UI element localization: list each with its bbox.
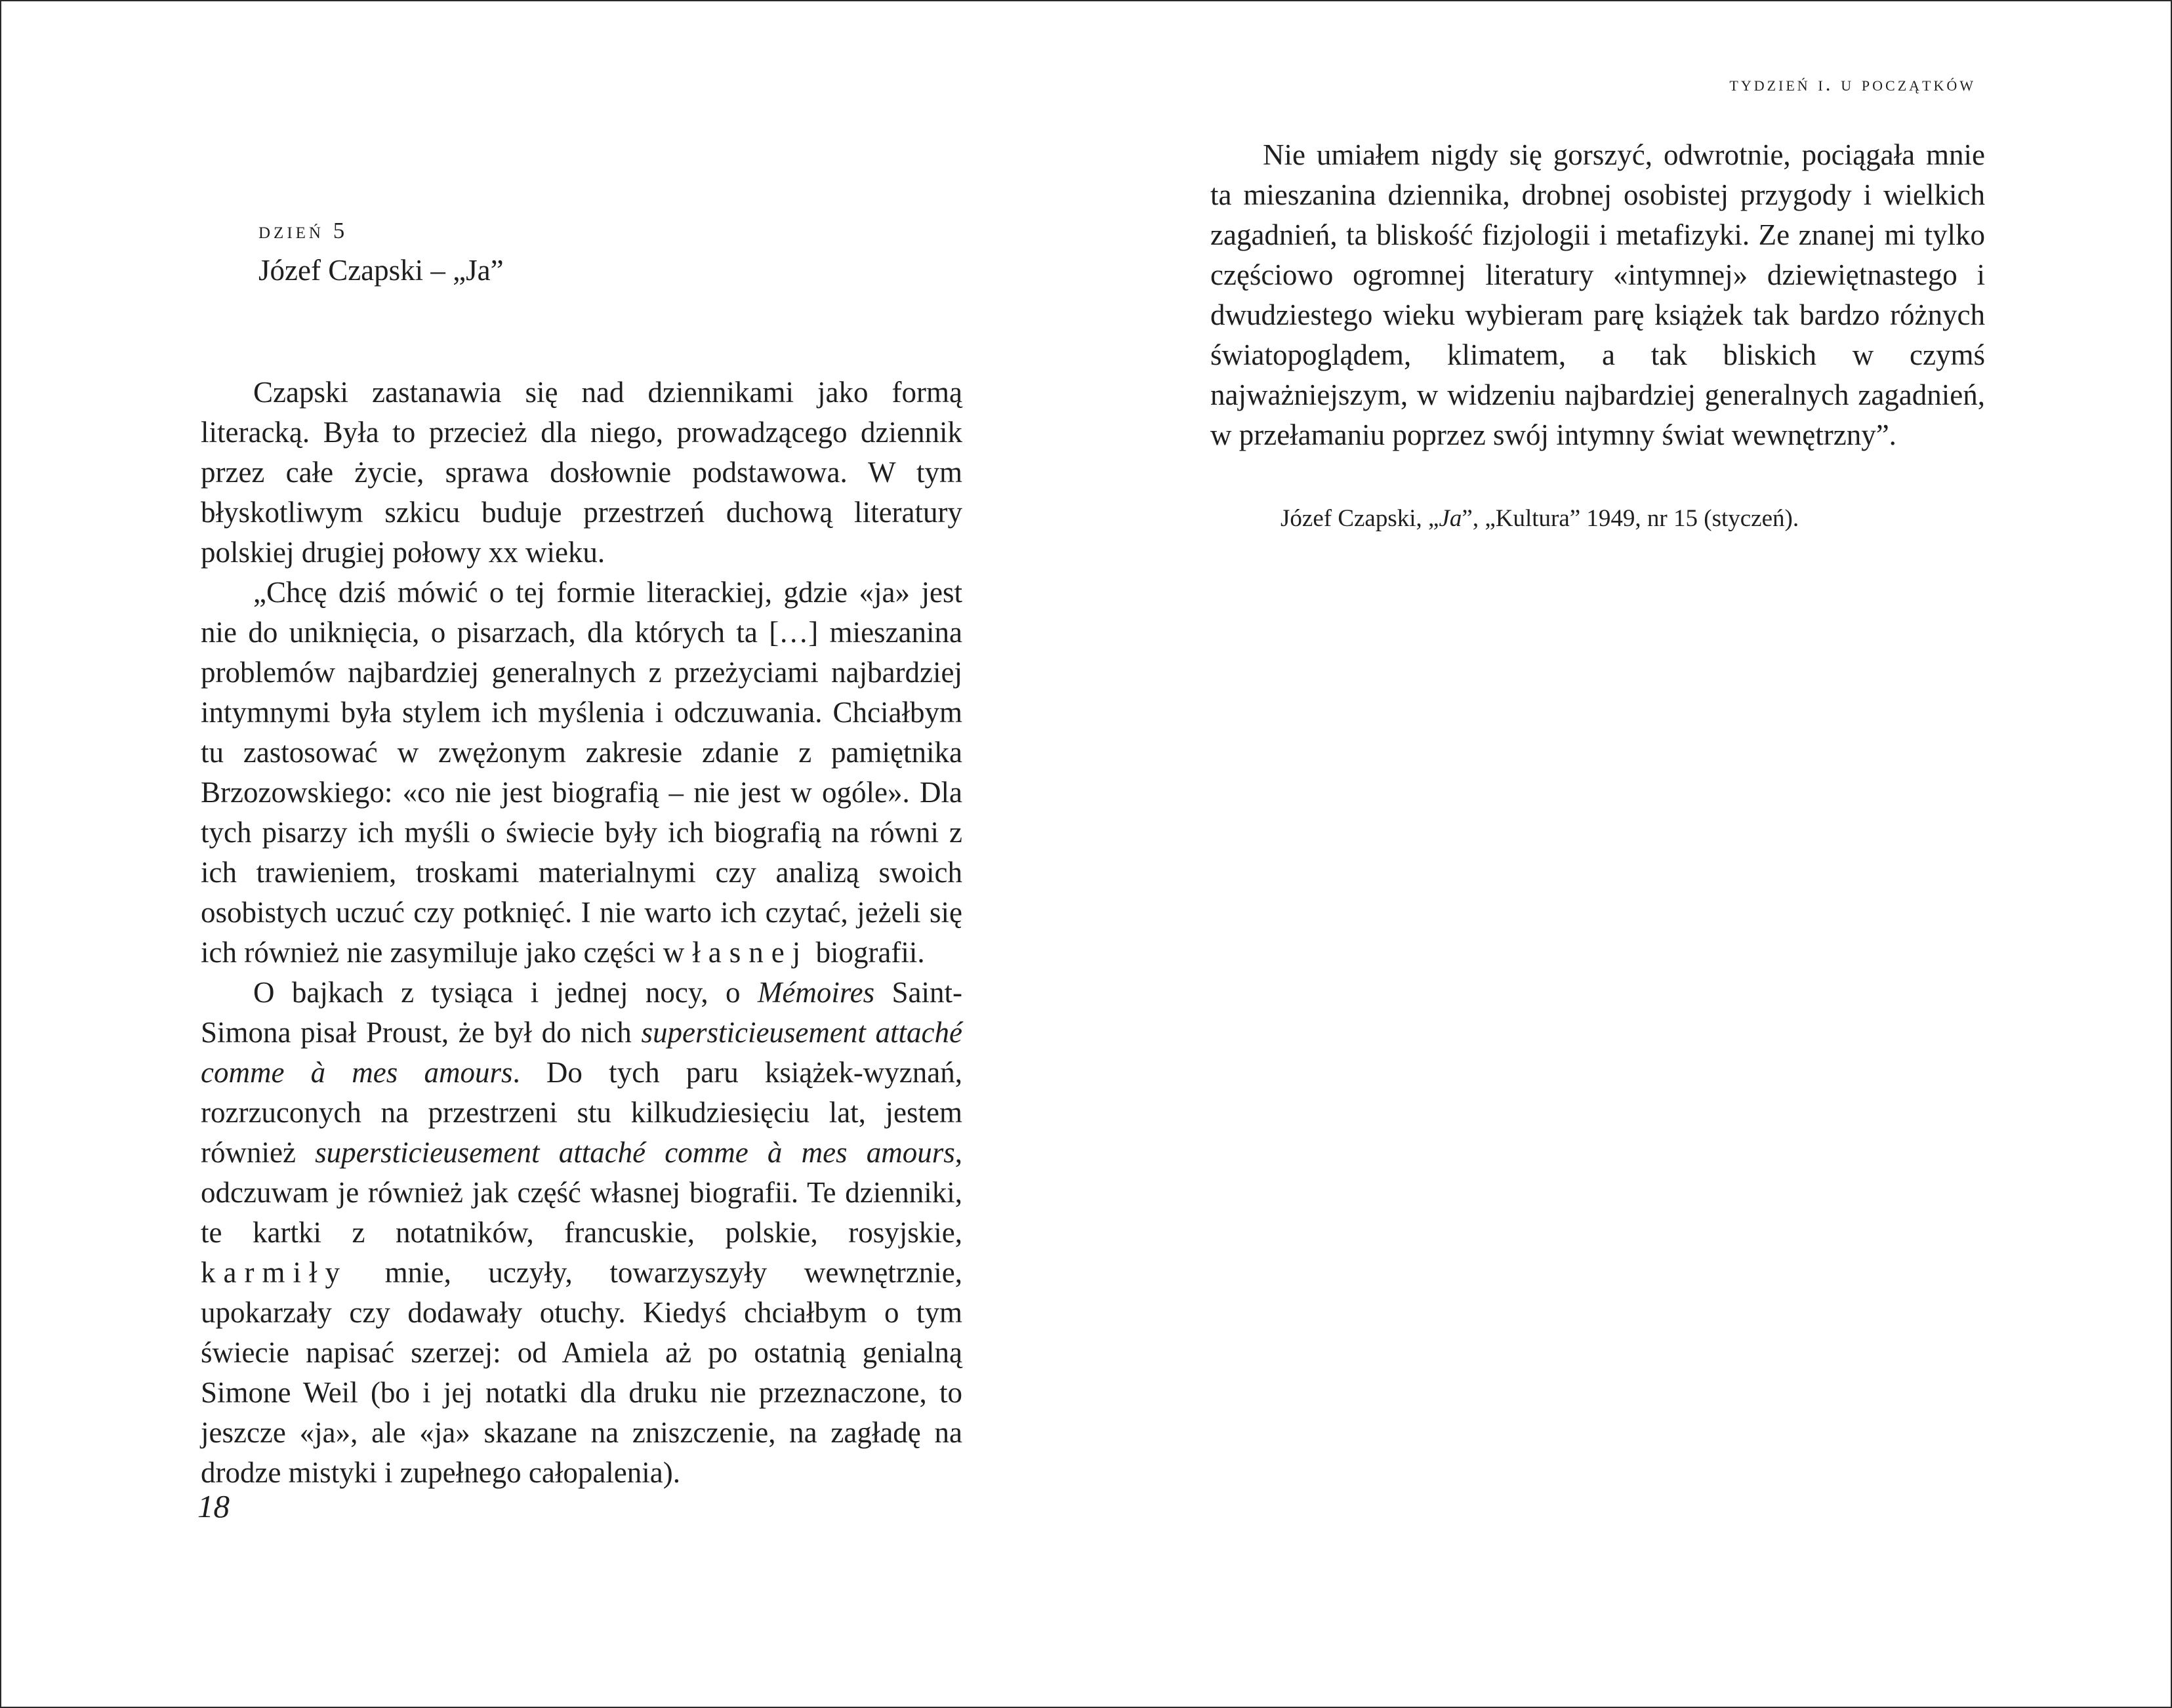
running-head: tydzień i. u początków	[1729, 72, 1976, 95]
paragraph	[201, 573, 962, 973]
left-page	[1, 1, 1086, 1707]
left-body-text	[201, 373, 962, 1493]
source-note	[1281, 504, 1799, 533]
text-run: mnie, uczyły, towarzyszyły wewnętrznie, upokarzały czy dodawały otuchy. Kiedyś chciałbym o tym świecie napisać szerzej: od Amiela aż po ostatnią genialną Simone Weil (bo i jej notatki dla druku nie przeznaczone, to jeszcze «ja», ale «ja» skazane na zniszczenie, na zagładę na drodze mistyki i zupełnego całopalenia).	[201, 1256, 962, 1489]
text-run: . Do tych paru książek-wyznań, rozrzuconych na przestrzeni stu kilkudziesięciu lat, jestem również	[201, 1056, 962, 1169]
emphasis-spaced-text: własnej	[663, 936, 809, 969]
italic-text: supersticieusement attaché comme à mes amours	[201, 1016, 963, 1089]
chapter-label: dzień 5	[258, 218, 348, 243]
paragraph	[201, 973, 962, 1493]
chapter-title: Józef Czapski – „Ja”	[258, 254, 504, 287]
source-note-before: Józef Czapski, „	[1281, 505, 1439, 532]
text-run: O bajkach z tysiąca i jednej nocy, o	[253, 976, 758, 1009]
italic-text: Mémoires	[757, 976, 875, 1009]
right-body-text	[1210, 135, 1985, 455]
text-run: Saint-Simona pisał Proust, że był do nich	[201, 976, 962, 1049]
page-number: 18	[197, 1488, 230, 1524]
paragraph	[1210, 135, 1985, 455]
source-note-after: ”, „Kultura” 1949, nr 15 (styczeń).	[1462, 505, 1799, 532]
text-run: Czapski zastanawia się nad dziennikami jako formą literacką. Była to przecież dla niego, prowadzącego dziennik przez całe życie, sprawa dosłownie podstawowa. W tym błyskotliwym szkicu buduje przestrzeń duchową literatury polskiej drugiej połowy xx wieku.	[201, 376, 962, 569]
source-note-title: Ja	[1439, 505, 1462, 532]
italic-text: supersticieusement attaché comme à mes amours	[315, 1136, 955, 1169]
paragraph	[201, 373, 962, 573]
text-run: biografii.	[808, 936, 925, 969]
text-run: „Chcę dziś mówić o tej formie literackiej, gdzie «ja» jest nie do uniknięcia, o pisarzach, dla których ta […] mieszanina problemów najbardziej generalnych z przeżyciami najbardziej intymnymi była stylem ich myślenia i odczuwania. Chciałbym tu zastosować w zwężonym zakresie zdanie z pamiętnika Brzozowskiego: «co nie jest biografią – nie jest w ogóle». Dla tych pisarzy ich myśli o świecie były ich biografią na równi z ich trawieniem, troskami materialnymi czy analizą swoich osobistych uczuć czy potknięć. I nie warto ich czytać, jeżeli się ich również nie zasymiluje jako części	[201, 576, 962, 969]
text-run: , odczuwam je również jak część własnej biografii. Te dzienniki, te kartki z notatników, francuskie, polskie, rosyjskie,	[201, 1136, 962, 1249]
emphasis-spaced-text: karmiły	[201, 1256, 348, 1289]
text-run: Nie umiałem nigdy się gorszyć, odwrotnie, pociągała mnie ta mieszanina dziennika, drobnej osobistej przygody i wielkich zagadnień, ta bliskość fizjologii i metafizyki. Ze znanej mi tylko częściowo ogromnej literatury «intymnej» dziewiętnastego i dwudziestego wieku wybieram parę książek tak bardzo różnych światopoglądem, klimatem, a tak bliskich w czymś najważniejszym, w widzeniu najbardziej generalnych zagadnień, w przełamaniu poprzez swój intymny świat wewnętrzny”.	[1210, 138, 1985, 451]
